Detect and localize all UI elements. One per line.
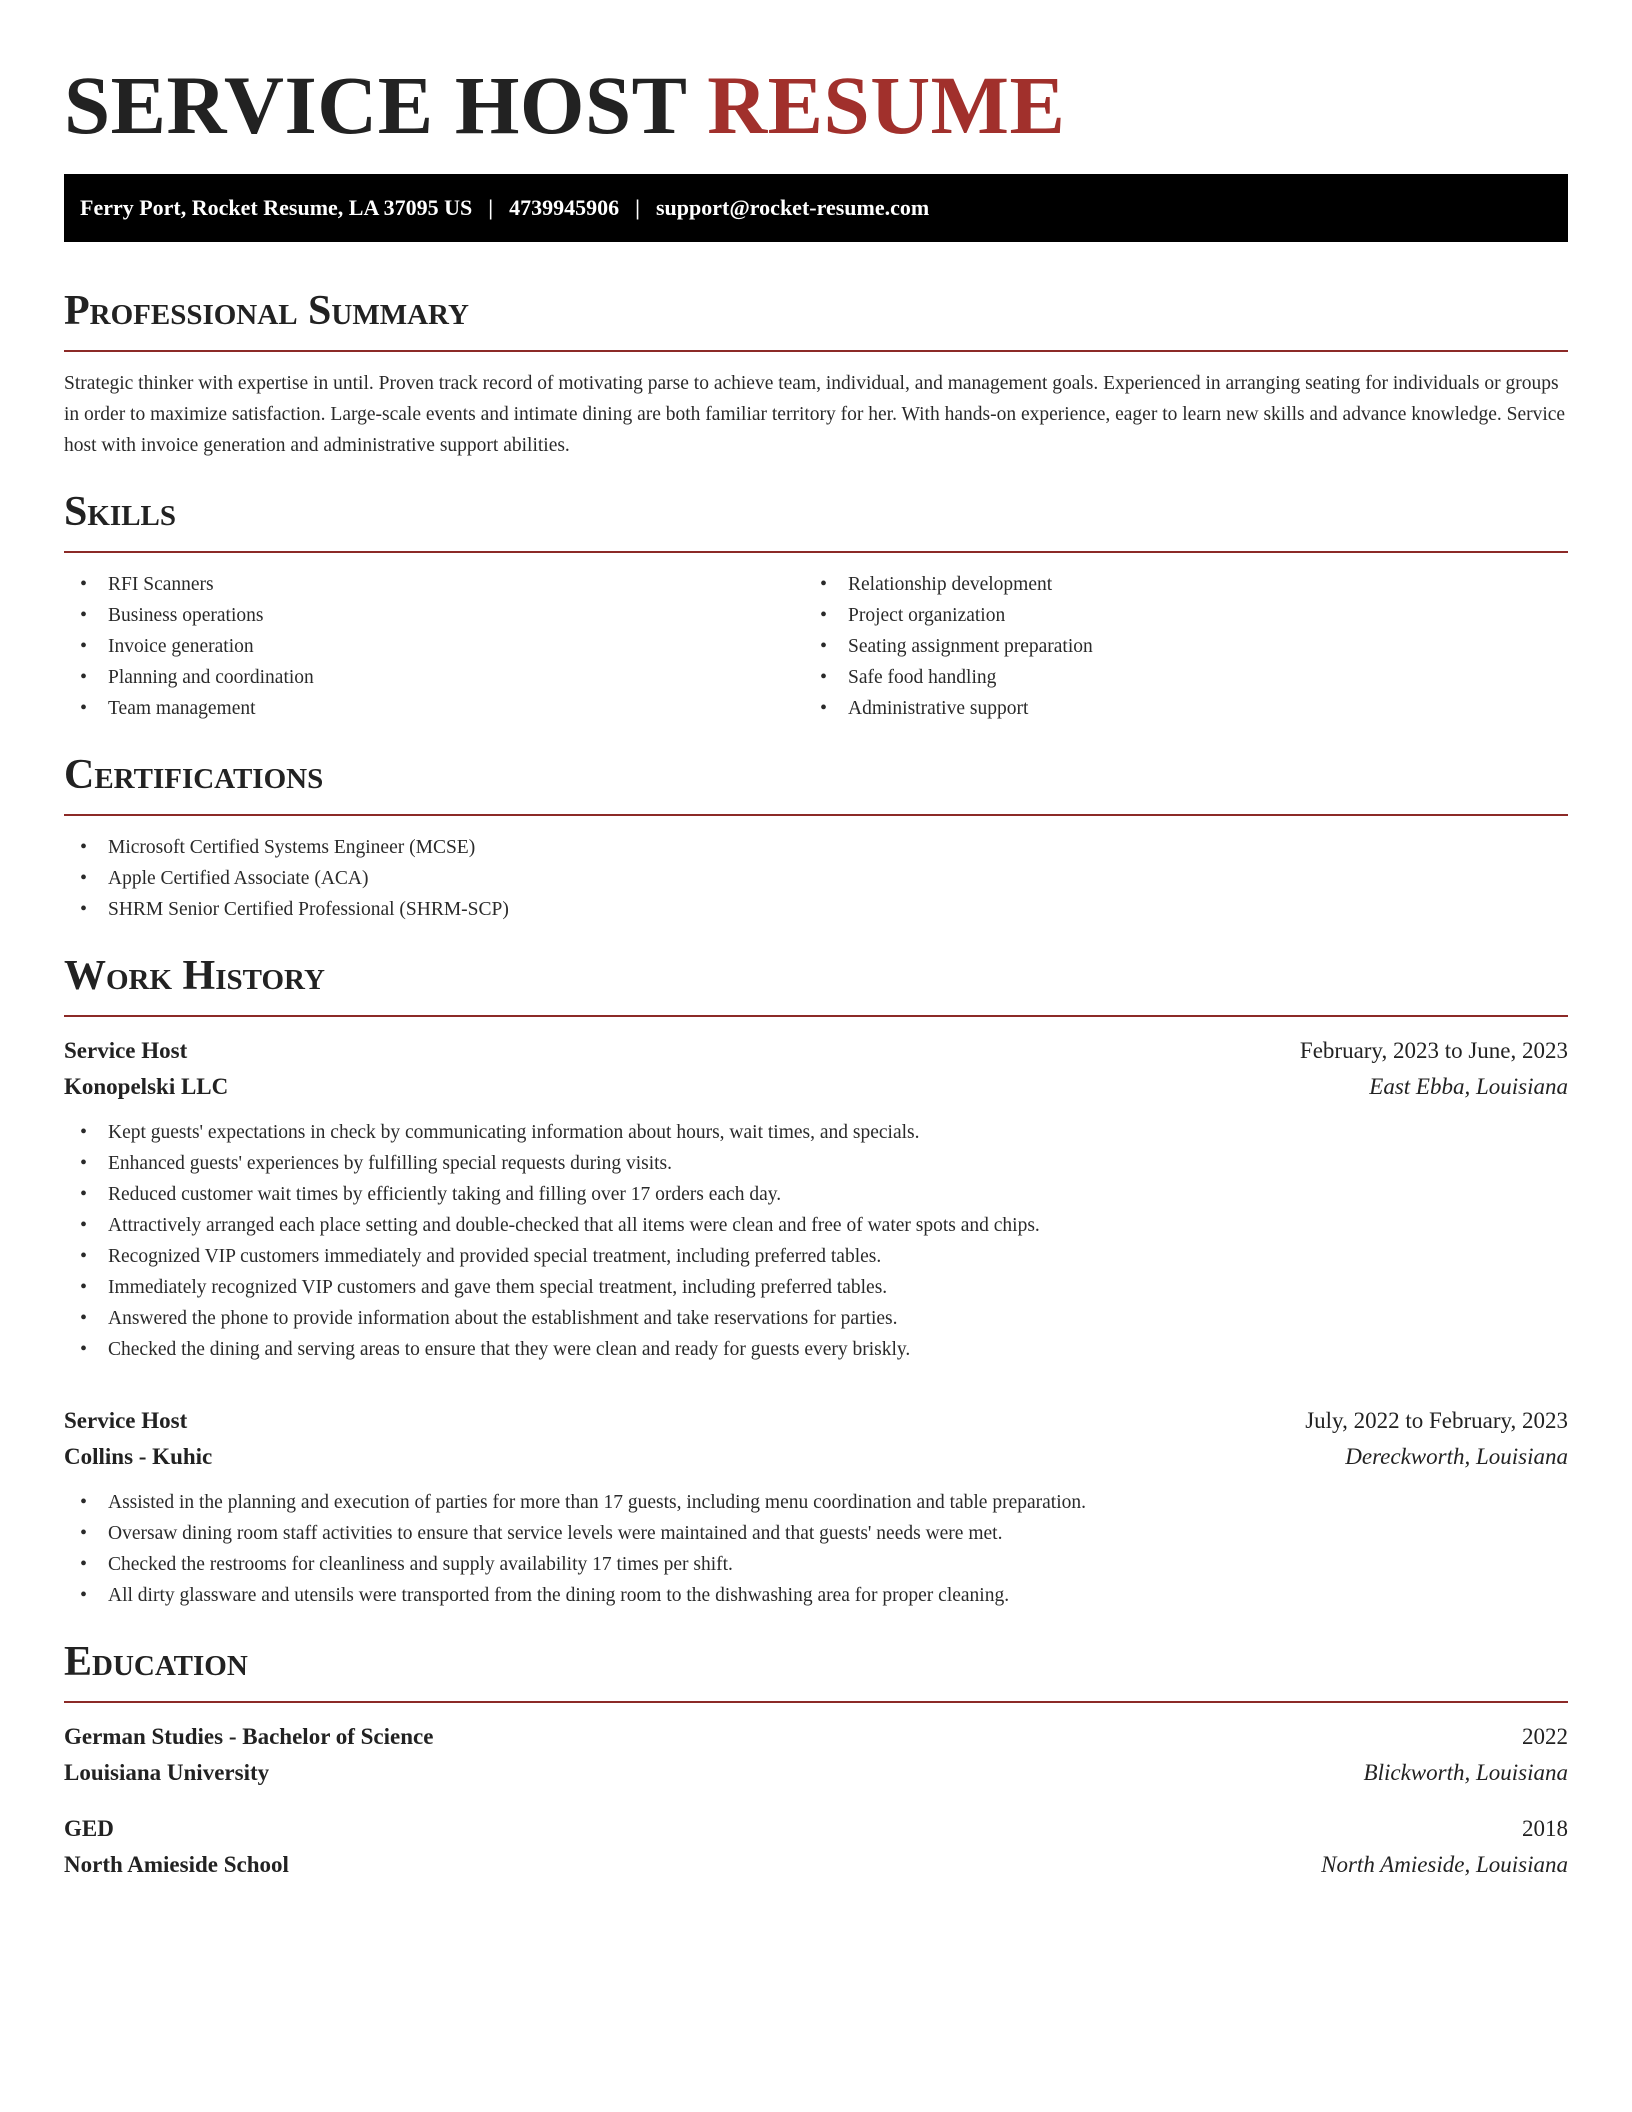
job-duty: • Checked the dining and serving areas to ensure that they were clean and ready for guests every briskly. [64,1334,1568,1365]
title-main: SERVICE HOST [64,59,686,151]
job-company-row [64,1069,1568,1105]
contact-bar [64,174,1568,242]
skill-item: • Relationship development [804,569,1544,600]
job-duties-list [64,1117,1568,1365]
education-degree: GED [64,1816,114,1841]
education-school-row [64,1847,1568,1883]
skill-item: • Administrative support [804,693,1544,724]
job-duty: • Enhanced guests' experiences by fulfilling special requests during visits. [64,1148,1568,1179]
job-entry [64,1403,1568,1611]
skills-list-left [64,569,804,724]
education-degree-row [64,1719,1568,1755]
contact-separator: | [488,195,494,220]
education-degree-row [64,1811,1568,1847]
certification-item: • SHRM Senior Certified Professional (SHRM-SCP) [64,894,1568,925]
contact-email: support@rocket-resume.com [655,195,930,220]
skills-grid [64,569,1568,724]
job-title-row [64,1033,1568,1069]
skill-item: • Safe food handling [804,662,1544,693]
skill-item: • Project organization [804,600,1544,631]
job-title: Service Host [64,1038,188,1063]
job-duty: • Immediately recognized VIP customers and gave them special treatment, including preferred tables. [64,1272,1568,1303]
education-entry [64,1811,1568,1883]
summary-heading: Professional Summary [64,286,1568,352]
contact-separator: | [635,195,640,220]
education-section [64,1637,1568,1883]
job-duty: • Assisted in the planning and execution of parties for more than 17 guests, including menu coordination and table preparation. [64,1487,1568,1518]
job-dates: February, 2023 to June, 2023 [1299,1038,1568,1063]
job-title: Service Host [64,1408,188,1433]
job-location: Dereckworth, Louisiana [1345,1444,1568,1469]
education-location: North Amieside, Louisiana [1321,1852,1568,1877]
resume-page [64,0,1568,1883]
education-degree: German Studies - Bachelor of Science [64,1724,434,1749]
skill-item: • Business operations [64,600,804,631]
job-duty: • Answered the phone to provide information about the establishment and take reservations for parties. [64,1303,1568,1334]
education-heading: Education [64,1637,1568,1703]
work-section [64,951,1568,1611]
job-duty: • Recognized VIP customers immediately and provided special treatment, including preferred tables. [64,1241,1568,1272]
job-duty: • All dirty glassware and utensils were transported from the dining room to the dishwashing area for proper cleaning. [64,1580,1568,1611]
contact-address: Ferry Port, Rocket Resume, LA 37095 US [80,195,473,220]
certifications-heading: Certifications [64,750,1568,816]
summary-text: Strategic thinker with expertise in until. Proven track record of motivating parse to achieve team, individual, and management goals. Experienced in arranging seating for individuals or groups in order to maximize satisfaction. Large-scale events and intimate dining are both familiar territory for her. With hands-on experience, eager to learn new skills and advance knowledge. Service host with invoice generation and administrative support abilities. [64,373,1566,456]
job-company: Collins - Kuhic [64,1444,213,1469]
education-year: 2018 [1522,1816,1568,1841]
job-title-row [64,1403,1568,1439]
work-heading: Work History [64,951,1568,1017]
education-year: 2022 [1522,1724,1568,1749]
certifications-section [64,750,1568,925]
job-location: East Ebba, Louisiana [1369,1074,1568,1099]
skill-item: • Team management [64,693,804,724]
job-duty: • Oversaw dining room staff activities to ensure that service levels were maintained and that guests' needs were met. [64,1518,1568,1549]
job-duty: • Kept guests' expectations in check by communicating information about hours, wait times, and specials. [64,1117,1568,1148]
skill-item: • RFI Scanners [64,569,804,600]
summary-section [64,286,1568,461]
education-school: North Amieside School [64,1852,289,1877]
skills-section [64,487,1568,724]
skills-list-right [804,569,1544,724]
education-location: Blickworth, Louisiana [1363,1760,1568,1785]
education-entry [64,1719,1568,1791]
contact-phone: 4739945906 [509,195,620,220]
job-company: Konopelski LLC [64,1074,229,1099]
certifications-list [64,832,1568,925]
certification-item: • Microsoft Certified Systems Engineer (MCSE) [64,832,1568,863]
job-company-row [64,1439,1568,1475]
skills-heading: Skills [64,487,1568,553]
job-duty: • Checked the restrooms for cleanliness and supply availability 17 times per shift. [64,1549,1568,1580]
skill-item: • Planning and coordination [64,662,804,693]
job-dates: July, 2022 to February, 2023 [1305,1408,1568,1433]
job-duties-list [64,1487,1568,1611]
job-duty: • Reduced customer wait times by efficiently taking and filling over 17 orders each day. [64,1179,1568,1210]
education-school: Louisiana University [64,1760,270,1785]
job-duty: • Attractively arranged each place setting and double-checked that all items were clean and free of water spots and chips. [64,1210,1568,1241]
education-school-row [64,1755,1568,1791]
job-entry [64,1033,1568,1365]
title-accent: RESUME [707,59,1066,151]
certification-item: • Apple Certified Associate (ACA) [64,863,1568,894]
skill-item: • Seating assignment preparation [804,631,1544,662]
skill-item: • Invoice generation [64,631,804,662]
resume-title [64,58,1568,152]
